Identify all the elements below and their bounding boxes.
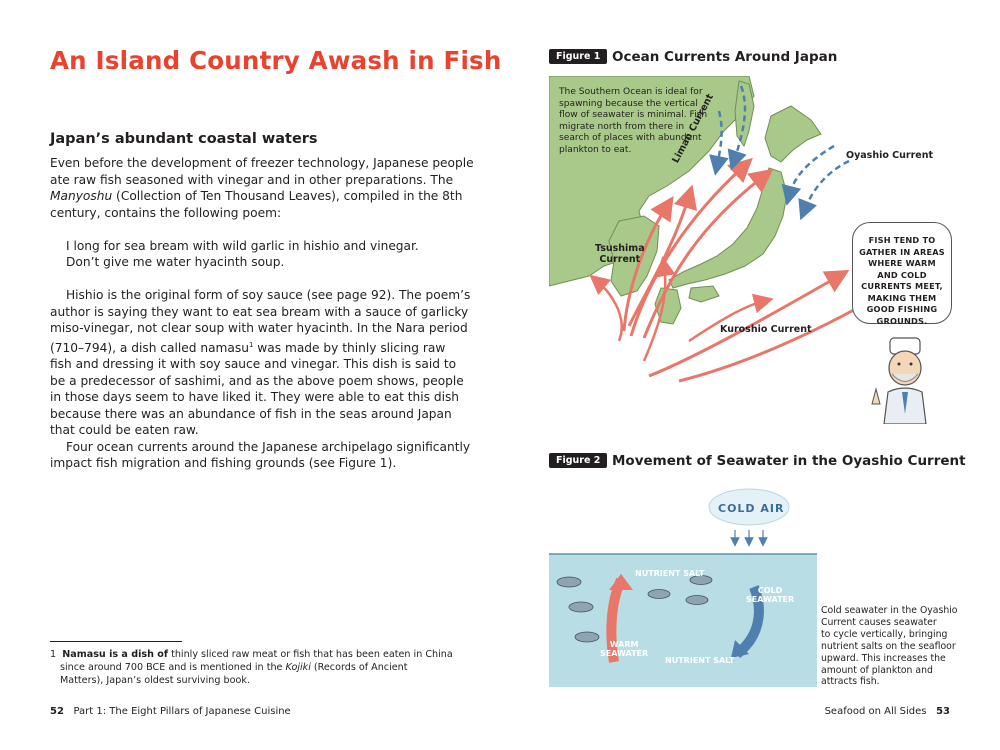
warm-current-arrow-s xyxy=(689,301,764,341)
figure-1-label: Figure 1 xyxy=(549,49,607,64)
tsushima-current-label: Tsushima Current xyxy=(595,243,645,265)
kuroshio-current-label: Kuroshio Current xyxy=(720,324,812,335)
folio-left xyxy=(50,706,291,717)
footnote-ref[interactable]: 1 xyxy=(248,340,254,349)
figure-2-caption: Cold seawater in the Oyashio Current causes seawater to cycle vertically, bringing nutrient salts on the seafloor upward. This increases the amount of plankton and attracts fish. xyxy=(821,605,958,688)
liman-current-label: Liman Current xyxy=(670,92,716,165)
footnote: 1 Namasu is a dish of thinly sliced raw meat or fish that has been eaten in China since around 700 BCE and is mentioned in the Kojiki (Records of Ancient Matters), Japan’s oldest surviving book. xyxy=(50,649,453,686)
book-title-manyoshu: Manyoshu xyxy=(50,189,113,203)
hokkaido xyxy=(765,106,821,162)
paragraph-3: Four ocean currents around the Japanese archipelago significantly impact fish migration and fishing grounds (see Figure 1). xyxy=(50,439,471,471)
nutrient-salt-bottom-label: NUTRIENT SALT xyxy=(665,656,735,665)
right-page xyxy=(500,0,1000,750)
paragraph-2: Hishio is the original form of soy sauce (see page 92). The poem’s author is saying they want to eat sea bream with a sauce of garlicky miso-vinegar, not clear soup with water hyacinth. In the Nara period (710–794), a dish called namasu$^1$ was made by thinly slicing raw fish and dressing it with soy sauce and vinegar. This dish is said to be a predecessor of sashimi, and as the above poem shows, people in those days seem to have liked it. They were able to eat this dish because there was an abundance of fish in the seas around Japan that could be eaten raw. xyxy=(50,288,471,438)
running-head: Seafood on All Sides xyxy=(824,706,927,717)
oyashio-current-arrow-2 xyxy=(789,146,834,196)
page-number: 53 xyxy=(936,706,950,717)
shikoku xyxy=(689,286,719,302)
paragraph-1: Even before the development of freezer technology, Japanese people ate raw fish seasoned with vinegar and in other preparations. The Manyoshu (Collection of Ten Thousand Leaves), compiled in the 8th century, contains the following poem: xyxy=(50,156,474,220)
chapter-title: An Island Country Awash in Fish xyxy=(50,46,502,75)
chef-illustration xyxy=(860,334,950,424)
southern-ocean-note: The Southern Ocean is ideal for spawning because the vertical flow of seawater is minimal. Fish migrate north from there in search of places with abundant plankton to eat. xyxy=(559,87,708,155)
poem: I long for sea bream with wild garlic in hishio and vinegar. Don’t give me water hyacinth soup. xyxy=(66,238,419,269)
figure-2-label: Figure 2 xyxy=(549,453,607,468)
oyashio-current-label: Oyashio Current xyxy=(846,150,934,161)
oyashio-current-arrow xyxy=(804,161,849,211)
section-heading: Japan’s abundant coastal waters xyxy=(50,131,318,147)
cold-seawater-label: COLD SEAWATER xyxy=(746,586,795,604)
speech-bubble: FISH TEND TO GATHER IN AREAS WHERE WARM AND COLD CURRENTS MEET, MAKING THEM GOOD FISHING GROUNDS. xyxy=(852,222,952,324)
cold-air-label: COLD AIR xyxy=(718,502,785,515)
body-text xyxy=(50,155,474,472)
page-number: 52 xyxy=(50,706,64,717)
nutrient-salt-top-label: NUTRIENT SALT xyxy=(635,569,705,578)
figure-2-title: Movement of Seawater in the Oyashio Current xyxy=(612,453,966,469)
folio-right xyxy=(825,706,950,717)
footnote-divider xyxy=(50,641,182,642)
warm-seawater-label: WARM SEAWATER xyxy=(600,640,649,658)
figure-1-title: Ocean Currents Around Japan xyxy=(612,49,838,65)
running-head: Part 1: The Eight Pillars of Japanese Cuisine xyxy=(73,706,291,717)
